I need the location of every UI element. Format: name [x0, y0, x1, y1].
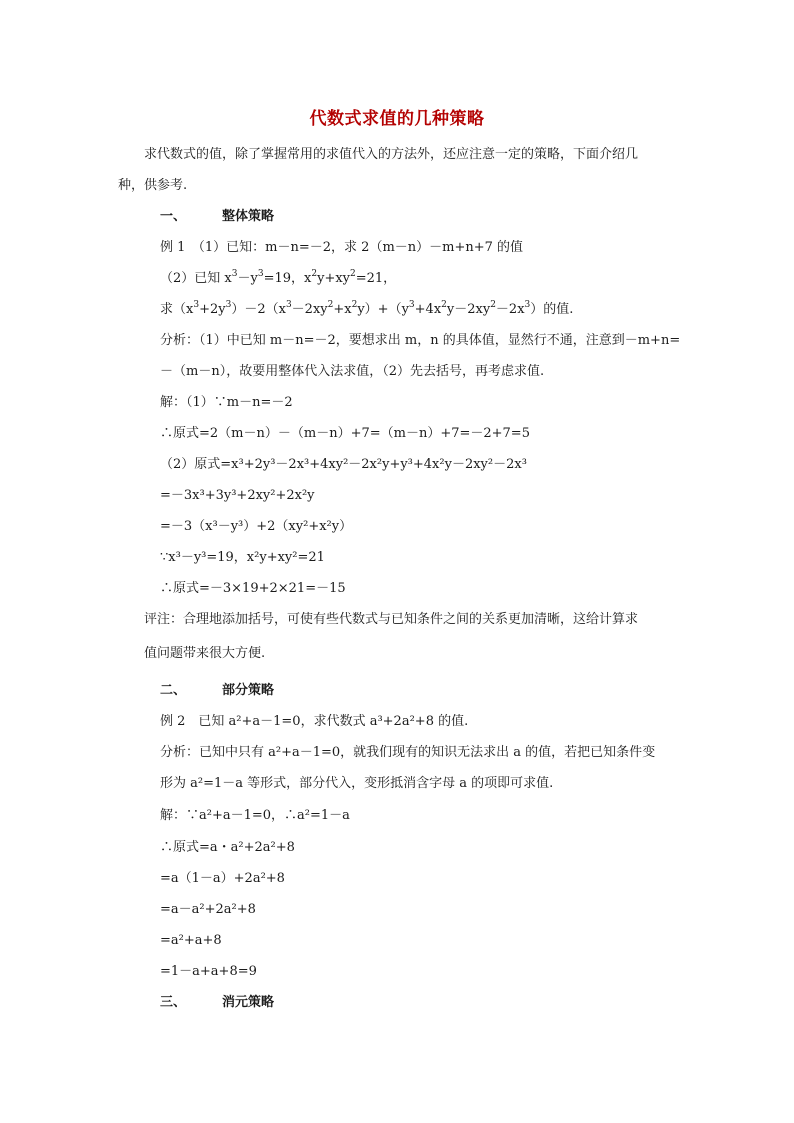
section-number: 一、 — [160, 209, 187, 224]
example-1-question-1: 例 1 （1）已知：m－n=－2，求 2（m－n）－m+n+7 的值 — [160, 240, 524, 255]
section-heading-2 — [160, 681, 274, 701]
example-2-analysis-1: 分析：已知中只有 a²+a－1=0，就我们现有的知识无法求出 a 的值，若把已知条件变 — [160, 745, 656, 760]
example-1-solution-7: ∴原式=－3×19+2×21=－15 — [160, 581, 346, 596]
example-1-solution-5: =－3（x³－y³）+2（xy²+x²y） — [160, 519, 353, 534]
section-heading-3 — [160, 993, 274, 1013]
example-1-comment-1: 评注：合理地添加括号，可使有些代数式与已知条件之间的关系更加清晰，这给计算求 — [144, 612, 639, 627]
section-name: 整体策略 — [222, 209, 275, 224]
intro-line-2: 种，供参考. — [118, 178, 188, 193]
example-1-solution-2: ∴原式=2（m－n）－（m－n）+7=（m－n）+7=－2+7=5 — [160, 426, 530, 441]
section-name: 消元策略 — [222, 995, 275, 1010]
example-1-solution-3: （2）原式=x³+2y³－2x³+4xy²－2x²y+y³+4x²y－2xy²－2x³ — [160, 457, 527, 472]
example-1-analysis-2: －（m－n），故要用整体代入法求值，（2）先去括号，再考虑求值. — [160, 364, 545, 379]
example-1-solution-4: =－3x³+3y³+2xy²+2x²y — [160, 488, 315, 503]
example-1-question-3: 求$(x^3+2y^3)-2(x^3-2xy^2+x^2y)+(y^3+4x^2y-2xy^2-2x^3)$的值. — [160, 299, 574, 317]
example-2-solution-5: =a²+a+8 — [160, 933, 222, 948]
example-1-comment-2: 值问题带来很大方便. — [144, 646, 266, 661]
example-2-solution-1: 解：∵a²+a－1=0，∴a²=1－a — [160, 808, 350, 823]
example-1-solution-1: 解：（1）∵m－n=－2 — [160, 395, 293, 410]
section-heading-1 — [160, 207, 274, 227]
page-title: 代数式求值的几种策略 — [309, 109, 485, 129]
example-2-question: 例 2 已知 a²+a－1=0，求代数式 a³+2a²+8 的值. — [160, 714, 469, 729]
example-1-question-2: （2）已知 $x^3-y^3=19$，$x^2y+xy^2=21$， — [160, 268, 397, 286]
example-2-solution-6: =1－a+a+8=9 — [160, 964, 257, 979]
example-2-solution-3: =a（1－a）+2a²+8 — [160, 871, 285, 886]
example-2-solution-2: ∴原式=a・a²+2a²+8 — [160, 840, 295, 855]
example-1-solution-6: ∵x³－y³=19，x²y+xy²=21 — [160, 550, 325, 565]
example-2-solution-4: =a－a²+2a²+8 — [160, 902, 256, 917]
example-2-analysis-2: 形为 a²=1－a 等形式，部分代入，变形抵消含字母 a 的项即可求值. — [160, 776, 554, 791]
section-number: 三、 — [160, 995, 187, 1010]
intro-line-1: 求代数式的值，除了掌握常用的求值代入的方法外，还应注意一定的策略，下面介绍几 — [144, 147, 639, 162]
section-name: 部分策略 — [222, 683, 275, 698]
section-number: 二、 — [160, 683, 187, 698]
example-1-analysis-1: 分析：（1）中已知 m－n=－2，要想求出 m，n 的具体值，显然行不通，注意到－m+n= — [160, 333, 681, 348]
